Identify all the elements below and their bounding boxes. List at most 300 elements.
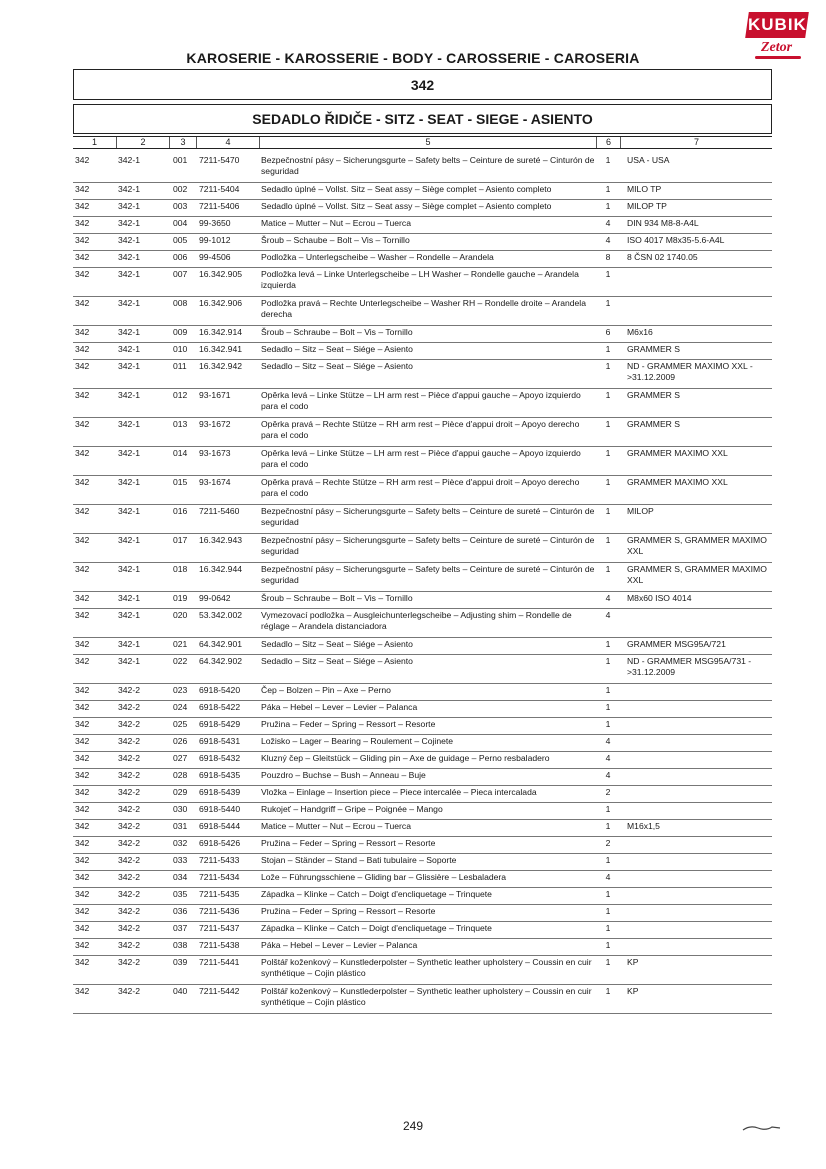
cell-note: USA - USA — [627, 155, 670, 165]
table-row — [73, 638, 772, 655]
cell-position: 009 — [173, 327, 188, 337]
table-row — [73, 200, 772, 217]
cell-position: 038 — [173, 940, 188, 950]
cell-subgroup: 342-2 — [118, 906, 140, 916]
cell-quantity: 1 — [605, 940, 611, 950]
cell-subgroup: 342-1 — [118, 298, 140, 308]
cell-part-number: 7211-5434 — [199, 872, 240, 882]
cell-position: 014 — [173, 448, 188, 458]
cell-quantity: 1 — [605, 448, 611, 458]
table-row — [73, 735, 772, 752]
cell-note: ND - GRAMMER MAXIMO XXL - >31.12.2009 — [627, 361, 753, 382]
column-header-5: 5 — [259, 137, 596, 148]
cell-group: 342 — [75, 298, 90, 308]
table-row — [73, 939, 772, 956]
cell-description: Šroub – Schaube – Bolt – Vis – Tornillo — [261, 235, 410, 245]
cell-part-number: 16.342.943 — [199, 535, 243, 545]
cell-subgroup: 342-2 — [118, 719, 140, 729]
cell-group: 342 — [75, 685, 90, 695]
cell-group: 342 — [75, 361, 90, 371]
cell-quantity: 1 — [605, 535, 611, 545]
page-title: KAROSERIE - KAROSSERIE - BODY - CAROSSERIE - CAROSERIA — [186, 50, 640, 66]
table-row — [73, 592, 772, 609]
cell-subgroup: 342-2 — [118, 957, 140, 967]
cell-description: Pouzdro – Buchse – Bush – Anneau – Buje — [261, 770, 426, 780]
cell-quantity: 4 — [605, 770, 611, 780]
column-header-2: 2 — [116, 137, 169, 148]
cell-position: 025 — [173, 719, 188, 729]
table-row — [73, 563, 772, 592]
cell-part-number: 16.342.906 — [199, 298, 243, 308]
cell-subgroup: 342-1 — [118, 419, 140, 429]
cell-quantity: 1 — [605, 719, 611, 729]
cell-subgroup: 342-1 — [118, 184, 140, 194]
cell-subgroup: 342-1 — [118, 656, 140, 666]
cell-group: 342 — [75, 155, 90, 165]
kubik-logo-box — [745, 12, 809, 38]
cell-subgroup: 342-1 — [118, 269, 140, 279]
cell-position: 021 — [173, 639, 188, 649]
cell-subgroup: 342-1 — [118, 344, 140, 354]
cell-group: 342 — [75, 448, 90, 458]
cell-part-number: 16.342.942 — [199, 361, 243, 371]
cell-description: Bezpečnostní pásy – Sicherungsgurte – Safety belts – Ceinture de sureté – Cinturón de seguridad — [261, 535, 595, 556]
cell-position: 034 — [173, 872, 188, 882]
cell-part-number: 7211-5436 — [199, 906, 240, 916]
section-title: SEDADLO ŘIDIČE - SITZ - SEAT - SIEGE - ASIENTO — [252, 111, 593, 127]
cell-position: 032 — [173, 838, 188, 848]
cell-position: 006 — [173, 252, 188, 262]
cell-description: Sedadlo úplné – Vollst. Sitz – Seat assy – Siège complet – Asiento completo — [261, 184, 552, 194]
table-row — [73, 251, 772, 268]
cell-part-number: 6918-5432 — [199, 753, 241, 763]
cell-note: ISO 4017 M8x35-5.6-A4L — [627, 235, 725, 245]
cell-description: Kluzný čep – Gleitstück – Gliding pin – Axe de guidage – Perno resbaladero — [261, 753, 550, 763]
cell-subgroup: 342-1 — [118, 506, 140, 516]
cell-note: GRAMMER MAXIMO XXL — [627, 477, 728, 487]
cell-description: Opěrka pravá – Rechte Stütze – RH arm rest – Pièce d'appui droit – Apoyo derecho para el codo — [261, 419, 580, 440]
cell-group: 342 — [75, 787, 90, 797]
cell-group: 342 — [75, 889, 90, 899]
cell-position: 039 — [173, 957, 188, 967]
cell-group: 342 — [75, 639, 90, 649]
cell-description: Opěrka pravá – Rechte Stütze – RH arm rest – Pièce d'appui droit – Apoyo derecho para el codo — [261, 477, 580, 498]
cell-subgroup: 342-2 — [118, 770, 140, 780]
cell-part-number: 6918-5444 — [199, 821, 241, 831]
cell-description: Podložka levá – Linke Unterlegscheibe – LH Washer – Rondelle gauche – Arandela izquierda — [261, 269, 579, 290]
cell-subgroup: 342-1 — [118, 535, 140, 545]
cell-position: 003 — [173, 201, 188, 211]
cell-group: 342 — [75, 506, 90, 516]
cell-description: Páka – Hebel – Lever – Levier – Palanca — [261, 702, 418, 712]
table-row — [73, 418, 772, 447]
cell-note: GRAMMER S, GRAMMER MAXIMO XXL — [627, 564, 767, 585]
cell-part-number: 93-1674 — [199, 477, 231, 487]
cell-quantity: 1 — [605, 639, 611, 649]
cell-description: Západka – Klinke – Catch – Doigt d'encliquetage – Trinquete — [261, 889, 492, 899]
table-row — [73, 752, 772, 769]
table-row — [73, 820, 772, 837]
cell-position: 008 — [173, 298, 188, 308]
cell-group: 342 — [75, 736, 90, 746]
cell-group: 342 — [75, 855, 90, 865]
cell-part-number: 7211-5438 — [199, 940, 240, 950]
cell-note: MILOP TP — [627, 201, 667, 211]
cell-position: 016 — [173, 506, 188, 516]
cell-subgroup: 342-1 — [118, 327, 140, 337]
cell-description: Matice – Mutter – Nut – Ecrou – Tuerca — [261, 218, 411, 228]
cell-description: Opěrka levá – Linke Stütze – LH arm rest – Pièce d'appui gauche – Apoyo izquierdo para el codo — [261, 448, 581, 469]
cell-group: 342 — [75, 770, 90, 780]
cell-part-number: 6918-5429 — [199, 719, 241, 729]
cell-quantity: 1 — [605, 702, 611, 712]
cell-quantity: 4 — [605, 593, 611, 603]
cell-quantity: 1 — [605, 361, 611, 371]
cell-position: 007 — [173, 269, 188, 279]
cell-description: Šroub – Schraube – Bolt – Vis – Tornillo — [261, 593, 413, 603]
table-row — [73, 609, 772, 638]
cell-position: 019 — [173, 593, 188, 603]
cell-group: 342 — [75, 252, 90, 262]
cell-position: 013 — [173, 419, 188, 429]
cell-group: 342 — [75, 327, 90, 337]
cell-part-number: 6918-5440 — [199, 804, 241, 814]
cell-group: 342 — [75, 702, 90, 712]
table-row — [73, 217, 772, 234]
cell-position: 012 — [173, 390, 188, 400]
cell-quantity: 1 — [605, 506, 611, 516]
cell-quantity: 1 — [605, 390, 611, 400]
cell-description: Matice – Mutter – Nut – Ecrou – Tuerca — [261, 821, 411, 831]
cell-description: Pružina – Feder – Spring – Ressort – Resorte — [261, 838, 436, 848]
cell-note: M6x16 — [627, 327, 653, 337]
cell-part-number: 16.342.944 — [199, 564, 243, 574]
cell-part-number: 64.342.901 — [199, 639, 243, 649]
cell-group: 342 — [75, 390, 90, 400]
cell-subgroup: 342-2 — [118, 889, 140, 899]
table-row — [73, 718, 772, 735]
cell-subgroup: 342-2 — [118, 685, 140, 695]
cell-quantity: 1 — [605, 889, 611, 899]
cell-position: 010 — [173, 344, 188, 354]
cell-part-number: 7211-5406 — [199, 201, 240, 211]
cell-position: 027 — [173, 753, 188, 763]
cell-note: KP — [627, 957, 639, 967]
table-row — [73, 343, 772, 360]
cell-subgroup: 342-1 — [118, 610, 140, 620]
cell-part-number: 93-1672 — [199, 419, 231, 429]
cell-position: 022 — [173, 656, 188, 666]
cell-description: Sedadlo – Sitz – Seat – Siége – Asiento — [261, 361, 413, 371]
table-row — [73, 655, 772, 684]
cell-quantity: 1 — [605, 564, 611, 574]
cell-group: 342 — [75, 201, 90, 211]
cell-description: Polštář koženkový – Kunstlederpolster – Synthetic leather upholstery – Coussin en cuir synthétique – Cojin plástico — [261, 957, 592, 978]
cell-subgroup: 342-1 — [118, 593, 140, 603]
cell-description: Bezpečnostní pásy – Sicherungsgurte – Safety belts – Ceinture de sureté – Cinturón de seguridad — [261, 564, 595, 585]
cell-position: 002 — [173, 184, 188, 194]
cell-subgroup: 342-2 — [118, 855, 140, 865]
cell-subgroup: 342-2 — [118, 736, 140, 746]
cell-description: Polštář koženkový – Kunstlederpolster – Synthetic leather upholstery – Coussin en cuir synthétique – Cojin plástico — [261, 986, 592, 1007]
cell-description: Ložisko – Lager – Bearing – Roulement – Cojinete — [261, 736, 454, 746]
cell-subgroup: 342-1 — [118, 564, 140, 574]
table-row — [73, 854, 772, 871]
table-row — [73, 268, 772, 297]
cell-position: 011 — [173, 361, 187, 371]
table-row — [73, 389, 772, 418]
cell-group: 342 — [75, 719, 90, 729]
table-row — [73, 985, 772, 1014]
cell-quantity: 1 — [605, 184, 611, 194]
cell-quantity: 1 — [605, 923, 611, 933]
cell-part-number: 7211-5442 — [199, 986, 240, 996]
cell-quantity: 6 — [605, 327, 611, 337]
cell-group: 342 — [75, 838, 90, 848]
cell-group: 342 — [75, 184, 90, 194]
cell-note: GRAMMER S — [627, 390, 680, 400]
table-row — [73, 326, 772, 343]
cell-part-number: 7211-5460 — [199, 506, 240, 516]
cell-part-number: 7211-5404 — [199, 184, 240, 194]
cell-quantity: 8 — [605, 252, 611, 262]
section-title-box — [73, 104, 772, 134]
cell-part-number: 7211-5437 — [199, 923, 240, 933]
cell-group: 342 — [75, 753, 90, 763]
cell-note: ND - GRAMMER MSG95A/731 - >31.12.2009 — [627, 656, 752, 677]
cell-quantity: 4 — [605, 218, 611, 228]
cell-description: Podložka pravá – Rechte Unterlegscheibe – Washer RH – Rondelle droite – Arandela derecha — [261, 298, 586, 319]
cell-position: 031 — [173, 821, 188, 831]
cell-position: 004 — [173, 218, 188, 228]
cell-description: Opěrka levá – Linke Stütze – LH arm rest – Pièce d'appui gauche – Apoyo izquierdo para el codo — [261, 390, 581, 411]
cell-group: 342 — [75, 656, 90, 666]
table-row — [73, 701, 772, 718]
group-number: 342 — [410, 76, 435, 93]
logo-sub: Zetor — [761, 40, 793, 55]
cell-quantity: 2 — [605, 787, 611, 797]
cell-group: 342 — [75, 804, 90, 814]
cell-part-number: 64.342.902 — [199, 656, 243, 666]
table-row — [73, 905, 772, 922]
cell-description: Vymezovací podložka – Ausgleichunterlegscheibe – Adjusting shim – Rondelle de réglage – Arandela distanciadora — [261, 610, 572, 631]
cell-group: 342 — [75, 218, 90, 228]
cell-note: GRAMMER MAXIMO XXL — [627, 448, 728, 458]
cell-quantity: 1 — [605, 419, 611, 429]
cell-group: 342 — [75, 235, 90, 245]
cell-description: Stojan – Ständer – Stand – Bati tubulaire – Soporte — [261, 855, 457, 865]
cell-subgroup: 342-1 — [118, 235, 140, 245]
cell-quantity: 1 — [605, 957, 611, 967]
table-row — [73, 297, 772, 326]
cell-quantity: 1 — [605, 685, 611, 695]
cell-part-number: 6918-5420 — [199, 685, 241, 695]
cell-description: Páka – Hebel – Lever – Levier – Palanca — [261, 940, 418, 950]
cell-description: Sedadlo – Sitz – Seat – Siége – Asiento — [261, 639, 413, 649]
cell-subgroup: 342-1 — [118, 477, 140, 487]
cell-part-number: 16.342.914 — [199, 327, 243, 337]
cell-part-number: 99-1012 — [199, 235, 231, 245]
table-row — [73, 871, 772, 888]
page-number: 249 — [402, 1119, 424, 1131]
cell-quantity: 4 — [605, 610, 611, 620]
cell-subgroup: 342-1 — [118, 448, 140, 458]
cell-description: Šroub – Schraube – Bolt – Vis – Tornillo — [261, 327, 413, 337]
cell-note: MILO TP — [627, 184, 662, 194]
table-row — [73, 154, 772, 183]
cell-note: GRAMMER S, GRAMMER MAXIMO XXL — [627, 535, 767, 556]
table-row — [73, 183, 772, 200]
column-header-1: 1 — [91, 137, 97, 147]
cell-position: 024 — [173, 702, 188, 712]
cell-part-number: 7211-5435 — [199, 889, 240, 899]
cell-group: 342 — [75, 821, 90, 831]
cell-quantity: 1 — [605, 855, 611, 865]
cell-quantity: 1 — [605, 804, 611, 814]
cell-subgroup: 342-1 — [118, 218, 140, 228]
cell-quantity: 4 — [605, 235, 611, 245]
cell-subgroup: 342-2 — [118, 702, 140, 712]
cell-subgroup: 342-2 — [118, 838, 140, 848]
cell-group: 342 — [75, 957, 90, 967]
cell-subgroup: 342-2 — [118, 753, 140, 763]
cell-part-number: 99-0642 — [199, 593, 231, 603]
cell-subgroup: 342-2 — [118, 940, 140, 950]
table-header — [73, 136, 772, 149]
table-row — [73, 888, 772, 905]
cell-position: 033 — [173, 855, 188, 865]
cell-group: 342 — [75, 419, 90, 429]
cell-part-number: 6918-5439 — [199, 787, 241, 797]
cell-position: 030 — [173, 804, 188, 814]
cell-quantity: 4 — [605, 736, 611, 746]
cell-group: 342 — [75, 940, 90, 950]
cell-subgroup: 342-1 — [118, 155, 140, 165]
cell-note: 8 ČSN 02 1740.05 — [627, 252, 698, 262]
table-row — [73, 837, 772, 854]
cell-note: GRAMMER S — [627, 344, 680, 354]
cell-group: 342 — [75, 906, 90, 916]
cell-quantity: 1 — [605, 986, 611, 996]
cell-position: 023 — [173, 685, 188, 695]
cell-group: 342 — [75, 477, 90, 487]
cell-subgroup: 342-2 — [118, 872, 140, 882]
column-header-4: 4 — [196, 137, 259, 148]
cell-group: 342 — [75, 610, 90, 620]
cell-note: M8x60 ISO 4014 — [627, 593, 692, 603]
cell-quantity: 1 — [605, 477, 611, 487]
cell-position: 037 — [173, 923, 188, 933]
cell-part-number: 6918-5422 — [199, 702, 241, 712]
cell-description: Vložka – Einlage – Insertion piece – Piece intercalée – Pieca intercalada — [261, 787, 537, 797]
cell-part-number: 7211-5470 — [199, 155, 240, 165]
cell-description: Západka – Klinke – Catch – Doigt d'encliquetage – Trinquete — [261, 923, 492, 933]
table-row — [73, 534, 772, 563]
cell-group: 342 — [75, 872, 90, 882]
cell-description: Sedadlo – Sitz – Seat – Siége – Asiento — [261, 344, 413, 354]
cell-position: 035 — [173, 889, 188, 899]
cell-note: M16x1,5 — [627, 821, 660, 831]
cell-quantity: 1 — [605, 821, 611, 831]
table-row — [73, 769, 772, 786]
cell-quantity: 1 — [605, 269, 611, 279]
cell-part-number: 99-4506 — [199, 252, 231, 262]
column-header-6: 6 — [596, 137, 620, 148]
cell-note: DIN 934 M8-8-A4L — [627, 218, 699, 228]
group-number-box — [73, 69, 772, 100]
cell-group: 342 — [75, 923, 90, 933]
cell-part-number: 6918-5431 — [199, 736, 241, 746]
cell-subgroup: 342-1 — [118, 361, 140, 371]
cell-part-number: 99-3650 — [199, 218, 231, 228]
cell-subgroup: 342-2 — [118, 986, 140, 996]
cell-part-number: 7211-5441 — [199, 957, 240, 967]
table-row — [73, 505, 772, 534]
cell-description: Pružina – Feder – Spring – Ressort – Resorte — [261, 906, 436, 916]
table-row — [73, 922, 772, 939]
cell-quantity: 4 — [605, 872, 611, 882]
table-row — [73, 447, 772, 476]
cell-group: 342 — [75, 344, 90, 354]
cell-description: Sedadlo úplné – Vollst. Sitz – Seat assy – Siège complet – Asiento completo — [261, 201, 552, 211]
cell-description: Bezpečnostní pásy – Sicherungsgurte – Safety belts – Ceinture de sureté – Cinturón de seguridad — [261, 506, 595, 527]
cell-note: MILOP — [627, 506, 654, 516]
table-row — [73, 360, 772, 389]
cell-part-number: 16.342.905 — [199, 269, 243, 279]
cell-position: 017 — [173, 535, 188, 545]
cell-position: 036 — [173, 906, 188, 916]
cell-part-number: 7211-5433 — [199, 855, 240, 865]
cell-quantity: 1 — [605, 201, 611, 211]
cell-group: 342 — [75, 535, 90, 545]
cell-subgroup: 342-1 — [118, 252, 140, 262]
cell-subgroup: 342-1 — [118, 201, 140, 211]
cell-part-number: 6918-5435 — [199, 770, 241, 780]
cell-position: 040 — [173, 986, 188, 996]
table-row — [73, 803, 772, 820]
table-row — [73, 956, 772, 985]
table-row — [73, 476, 772, 505]
cell-position: 001 — [173, 155, 188, 165]
cell-part-number: 6918-5426 — [199, 838, 241, 848]
cell-position: 020 — [173, 610, 188, 620]
table-row — [73, 234, 772, 251]
cell-subgroup: 342-2 — [118, 923, 140, 933]
cell-quantity: 4 — [605, 753, 611, 763]
cell-position: 026 — [173, 736, 188, 746]
cell-group: 342 — [75, 986, 90, 996]
cell-quantity: 1 — [605, 155, 611, 165]
cell-description: Pružina – Feder – Spring – Ressort – Resorte — [261, 719, 436, 729]
table-row — [73, 786, 772, 803]
cell-position: 028 — [173, 770, 188, 780]
cell-subgroup: 342-2 — [118, 821, 140, 831]
column-header-7: 7 — [620, 137, 772, 148]
cell-group: 342 — [75, 564, 90, 574]
cell-note: GRAMMER MSG95A/721 — [627, 639, 726, 649]
cell-part-number: 16.342.941 — [199, 344, 243, 354]
cell-quantity: 2 — [605, 838, 611, 848]
cell-part-number: 53.342.002 — [199, 610, 243, 620]
cell-quantity: 1 — [605, 298, 611, 308]
cell-quantity: 1 — [605, 656, 611, 666]
cell-note: GRAMMER S — [627, 419, 680, 429]
cell-group: 342 — [75, 593, 90, 603]
cell-part-number: 93-1673 — [199, 448, 231, 458]
cell-quantity: 1 — [605, 344, 611, 354]
cell-subgroup: 342-2 — [118, 804, 140, 814]
cell-note: KP — [627, 986, 639, 996]
